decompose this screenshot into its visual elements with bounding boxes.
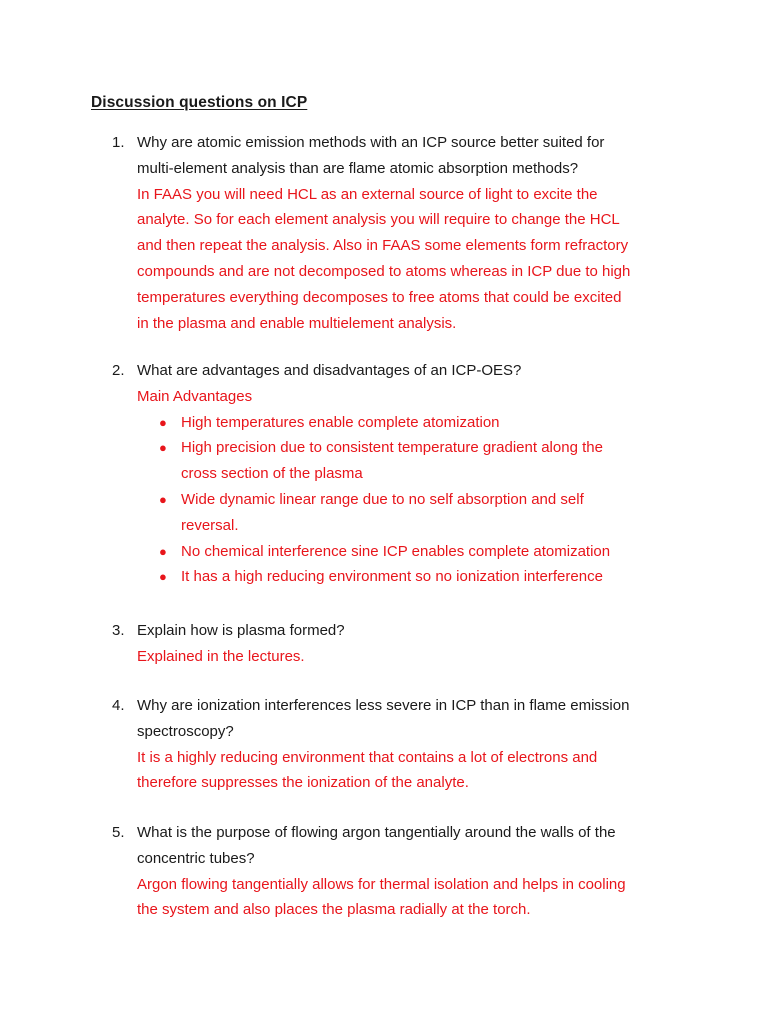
list-item bbox=[137, 435, 697, 487]
question-number: 2. bbox=[112, 362, 125, 379]
advantages-list bbox=[137, 410, 697, 591]
question-number: 4. bbox=[112, 697, 125, 714]
bullet-icon: ● bbox=[159, 414, 167, 430]
bullet-icon: ● bbox=[159, 440, 167, 456]
answer-heading: Main Advantages bbox=[137, 387, 253, 405]
list-item bbox=[137, 487, 697, 539]
question-number: 3. bbox=[112, 622, 125, 639]
list-item-text: High precision due to consistent temperature gradient along the cross section of the plasma bbox=[181, 439, 603, 483]
bullet-icon: ● bbox=[159, 543, 167, 559]
question-number: 1. bbox=[112, 134, 125, 151]
bullet-icon: ● bbox=[159, 569, 167, 585]
answer-text: Explained in the lectures. bbox=[137, 647, 305, 665]
question-text: What are advantages and disadvantages of an ICP-OES? bbox=[137, 362, 522, 379]
list-item-text: It has a high reducing environment so no ionization interference bbox=[181, 568, 603, 586]
document-title: Discussion questions on ICP bbox=[91, 94, 308, 111]
list-item bbox=[137, 539, 697, 565]
list-item bbox=[137, 564, 697, 590]
question-text: What is the purpose of flowing argon tangentially around the walls of the concentric tubes? bbox=[137, 824, 616, 867]
answer-text: Argon flowing tangentially allows for thermal isolation and helps in cooling the system and also places the plasma radially at the torch. bbox=[137, 875, 626, 919]
question-number: 5. bbox=[112, 824, 125, 841]
list-item-text: No chemical interference sine ICP enables complete atomization bbox=[181, 542, 611, 560]
answer-text: In FAAS you will need HCL as an external source of light to excite the analyte. So for each element analysis you will require to change the HCL and then repeat the analysis. Also in FAAS some elements form refractory compounds and are not decomposed to atoms whereas in ICP due to high temperatures everything decomposes to free atoms that could be excited in the plasma and enable multielement analysis. bbox=[137, 185, 631, 332]
list-item bbox=[137, 410, 697, 436]
question-text: Explain how is plasma formed? bbox=[137, 622, 345, 639]
list-item-text: Wide dynamic linear range due to no self absorption and self reversal. bbox=[181, 490, 584, 534]
question-text: Why are atomic emission methods with an ICP source better suited for multi-element analysis than are flame atomic absorption methods? bbox=[137, 134, 605, 177]
list-item-text: High temperatures enable complete atomization bbox=[181, 413, 500, 431]
question-text: Why are ionization interferences less severe in ICP than in flame emission spectroscopy? bbox=[137, 697, 630, 740]
answer-text: It is a highly reducing environment that contains a lot of electrons and therefore suppresses the ionization of the analyte. bbox=[137, 748, 598, 792]
bullet-icon: ● bbox=[159, 491, 167, 507]
